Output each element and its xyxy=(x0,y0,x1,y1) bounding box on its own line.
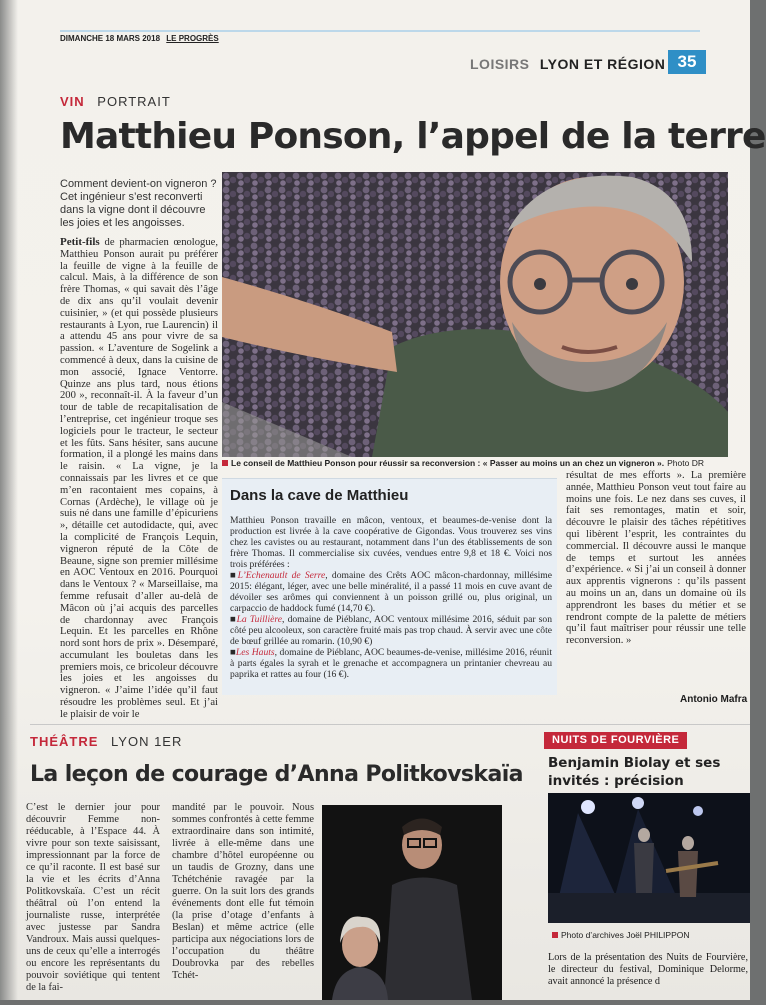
portrait-photo xyxy=(222,172,728,457)
wine-box-title: Dans la cave de Matthieu xyxy=(230,487,409,504)
wine-sidebar-box xyxy=(222,478,557,695)
newspaper-name: LE PROGRÈS xyxy=(166,34,219,43)
article-column-1 xyxy=(60,236,218,720)
wine-description: , domaine des Crêts AOC mâcon-chardonnay, millésime 2015: élégant, léger, avec une belle minéralité, il a passé 11 mois en cuve avant de dévoiler ses arômes qui conviennent à un poisson grillé ou, plus original, un carpaccio de haddock fumé (14,70 €). xyxy=(230,570,552,614)
theatre-headline: La leçon de courage d’Anna Politkovskaïa xyxy=(30,762,523,787)
wine-description: , domaine de Piéblanc, AOC beaumes-de-venise, millésime 2016, réunit à parts égales la syrah et le grenache et accompagnera un printanier chevreau au paprika et rattes au four (16 €). xyxy=(230,647,552,680)
theatre-column-1: C’est le dernier jour pour découvrir Femme non-rééducable, à l’Espace 44. À vivre pour son texte saisissant, impressionnant par la force de ce qu’il raconte. Il est basé sur la vie et les écrits d’Anna Politkovskaïa. C’est un récit théâtral où l’on entend la journaliste russe, interprétée avec justesse par Sandra Vandroux. Mais aussi quelques-uns de ceux qu’elle a interrogés ou encore les représentants du pouvoir soviétique qui tentent de la fai- xyxy=(26,802,160,993)
section-name: LOISIRS xyxy=(470,56,530,72)
page-header-line xyxy=(60,30,700,54)
concert-photo xyxy=(548,793,750,923)
photo-caption-text: Le conseil de Matthieu Ponson pour réussir sa reconversion : « Passer au moins un an chez un vigneron ». xyxy=(231,458,665,468)
festival-body: Lors de la présentation des Nuits de Fourvière, le directeur du festival, Dominique Delorme, avait annoncé la présence d xyxy=(548,952,748,987)
region-name: LYON ET RÉGION xyxy=(539,56,666,72)
caption-marker xyxy=(222,460,228,466)
article-kicker xyxy=(60,94,171,109)
theatre-column-2: mandité par le pouvoir. Nous sommes confrontés à cette femme extraordinaire dans son intimité, livrée à elle-même dans une chambre d’hôtel européenne ou un taudis de Grozny, dans une Tchétchénie ravagée par la guerre. On la suit lors des grands événements dont elle fut témoin (la prise d’otage d’enfants à Beslan) et même actrice (elle participa aux négociations lors de l’occupation du théâtre Doubrovka par des rebelles Tchét- xyxy=(172,802,314,981)
festival-headline: Benjamin Biolay et ses invités : précision xyxy=(548,755,721,789)
wine-name: L’Echenautlt de Serre xyxy=(237,570,326,581)
theatre-photo xyxy=(322,805,502,1000)
wine-description: , domaine de Piéblanc, AOC ventoux millésime 2016, séduit par son côté peu alcooleux, son caractère fruité mais pas trop chaud. À servir avec une côte de bœuf grillée au romarin. (10,90 €) xyxy=(230,614,552,647)
theatre-illustration xyxy=(322,805,502,1000)
article-column-1-text: de pharmacien œnologue, Matthieu Ponson aurait pu préférer la feuille de vigne à la feuille de calcul. Mais, à la différence de son frère Thomas, « qui savait dès l’âge de dix ans qu’il voulait devenir cuisinier, » (et qui possède plusieurs restaurants à Lyon, rue Laurencin) il a attendu 45 ans pour vivre de sa passion. « L’aventure de Sogelink a commencé à deux, dans la cuisine de mon associé, Ignace Ventorre. Quinze ans plus tard, nous étions 200 », reconnaît-il. À la faveur d’un tour de table de recapitalisation de l’entreprise, cet ingénieur troque ses logiciels pour le tracteur, le secteur et les fûts. Sans hésiter, sans aucune formation, il a plongé les mains dans le raisin. « La vigne, je la connaissais par les livres et ce que m’en racontaient mes copains, à Cornas (Ardèche), le village où je suis né dans une famille d’épicuriens », détaille cet autodidacte, qui, avec la complicité de François Lequin, vigneron réputé de la Côte de Beaune, signe son premier millésime en AOC Ventoux en 2016. Pourquoi dans le Ventoux ? « Marseillaise, ma femme refusait d’aller au-delà de Mâcon où j’ai acquis des parcelles de chardonnay avec François Lequin. Et les parcelles en Rhône nord sont hors de prix ». Désemparé, accumulant les bouletas dans les premiers mois, ce bricoleur découvre les joies et les angoisses du vigneron. « J’aime l’idée qu’il faut résoudre les problèmes seul. Et j’ai le plaisir de voir le xyxy=(60,237,218,720)
concert-caption-text: Photo d’archives Joël PHILIPPON xyxy=(561,930,690,940)
issue-date: DIMANCHE 18 MARS 2018 xyxy=(60,34,161,43)
wine-box-body xyxy=(230,515,552,680)
kicker-category: VIN xyxy=(60,94,85,109)
article-headline: Matthieu Ponson, l’appel de la terre xyxy=(60,116,766,157)
concert-illustration xyxy=(548,793,750,923)
kicker-category: THÉÂTRE xyxy=(30,734,99,749)
photo-caption xyxy=(222,458,728,468)
kicker-type: PORTRAIT xyxy=(97,94,171,109)
page-fold-shadow xyxy=(0,0,18,1000)
article-author: Antonio Mafra xyxy=(680,694,748,705)
article-column-3: résultat de mes efforts ». La première année, Matthieu Ponson veut tout faire au moins une fois. Le nez dans ses cuves, il fait ses remontages, matin et soir, découvre le plaisir des tâches répétitives qui libèrent l’esprit, les contraintes du commercial. Il découvre aussi le manque de temps et surtout les années d’expérience. « Si j’ai un conseil à donner aux apprentis vignerons : qu’ils passent au moins un an, dans un domaine où ils apprendront les bases du métier et se rendront compte de la palette de métiers qu’il faut maîtriser pour réussir une telle reconversion. » xyxy=(566,470,746,647)
festival-tag: NUITS DE FOURVIÈRE xyxy=(544,732,687,749)
concert-caption xyxy=(552,930,690,940)
bullet-icon: ■ xyxy=(230,614,237,625)
wine-name: La Tuillière xyxy=(236,614,283,625)
article-standfirst: Comment devient-on vigneron ? Cet ingénieur s’est reconverti dans la vigne dont il découvre les joies et les angoisses. xyxy=(60,178,217,229)
bullet-icon: ■ xyxy=(230,570,238,581)
wine-item xyxy=(230,570,552,614)
portrait-illustration xyxy=(222,172,728,457)
wine-name: Les Hauts xyxy=(235,647,275,658)
bullet-icon: ■ xyxy=(230,647,236,658)
page-number: 35 xyxy=(668,50,706,74)
section-divider xyxy=(30,724,750,725)
caption-marker xyxy=(552,932,558,938)
wine-item xyxy=(230,647,552,680)
wine-box-intro: Matthieu Ponson travaille en mâcon, ventoux, et beaumes-de-venise dont la production est livrée à la cave coopérative de Gigondas. Vous trouverez ses vins chez les cavistes ou au restaurant, notamment dans l’un des établissements de son frère Thomas. Il commercialise six cuvées, vendues entre 9,8 et 18 €. Voici nos trois préférées : xyxy=(230,515,552,570)
photo-credit: Photo DR xyxy=(667,458,704,468)
section-heading xyxy=(470,56,665,72)
kicker-place: LYON 1ER xyxy=(111,734,183,749)
drop-cap-word: Petit-fils xyxy=(60,236,100,248)
wine-item xyxy=(230,614,552,647)
theatre-kicker xyxy=(30,734,182,749)
